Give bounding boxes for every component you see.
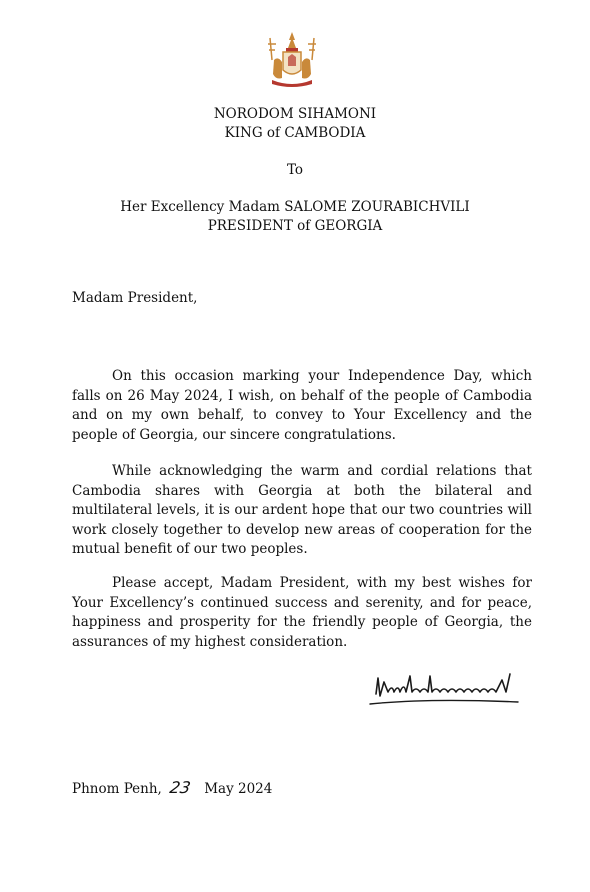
recipient-name: Her Excellency Madam SALOME ZOURABICHVILI (120, 199, 470, 215)
body-paragraph-2: While acknowledging the warm and cordial relations that Cambodia shares with Georgia at both the bilateral and multilateral levels, it is our ardent hope that our two countries will work closely together to develop new areas of cooperation for the mutual benefit of our two peoples. (72, 463, 532, 558)
royal-coat-of-arms-icon (262, 30, 322, 90)
sender-title: KING of CAMBODIA (224, 125, 366, 141)
recipient-title: PRESIDENT of GEORGIA (207, 218, 383, 234)
place: Phnom Penh, (72, 781, 162, 797)
month-year: May 2024 (204, 781, 273, 797)
sender-name: NORODOM SIHAMONI (213, 106, 377, 122)
body-paragraph-1: On this occasion marking your Independence Day, which falls on 26 May 2024, I wish, on behalf of the people of Cambodia and on my own behalf, to convey to Your Excellency and the people of Georgia, our sincere congratulations. (72, 368, 532, 443)
handwritten-day: 23 (168, 778, 192, 797)
salutation: Madam President, (72, 290, 198, 306)
body-paragraph-3: Please accept, Madam President, with my best wishes for Your Excellency’s continued success and serenity, and for peace, happiness and prosperity for the friendly people of Georgia, the assurances of my highest consideration. (72, 575, 532, 650)
recipient-block (0, 198, 590, 236)
sender-block (0, 105, 590, 143)
place-date-line (72, 778, 272, 797)
handwritten-signature-icon (368, 664, 528, 710)
to-label: To (286, 162, 304, 178)
